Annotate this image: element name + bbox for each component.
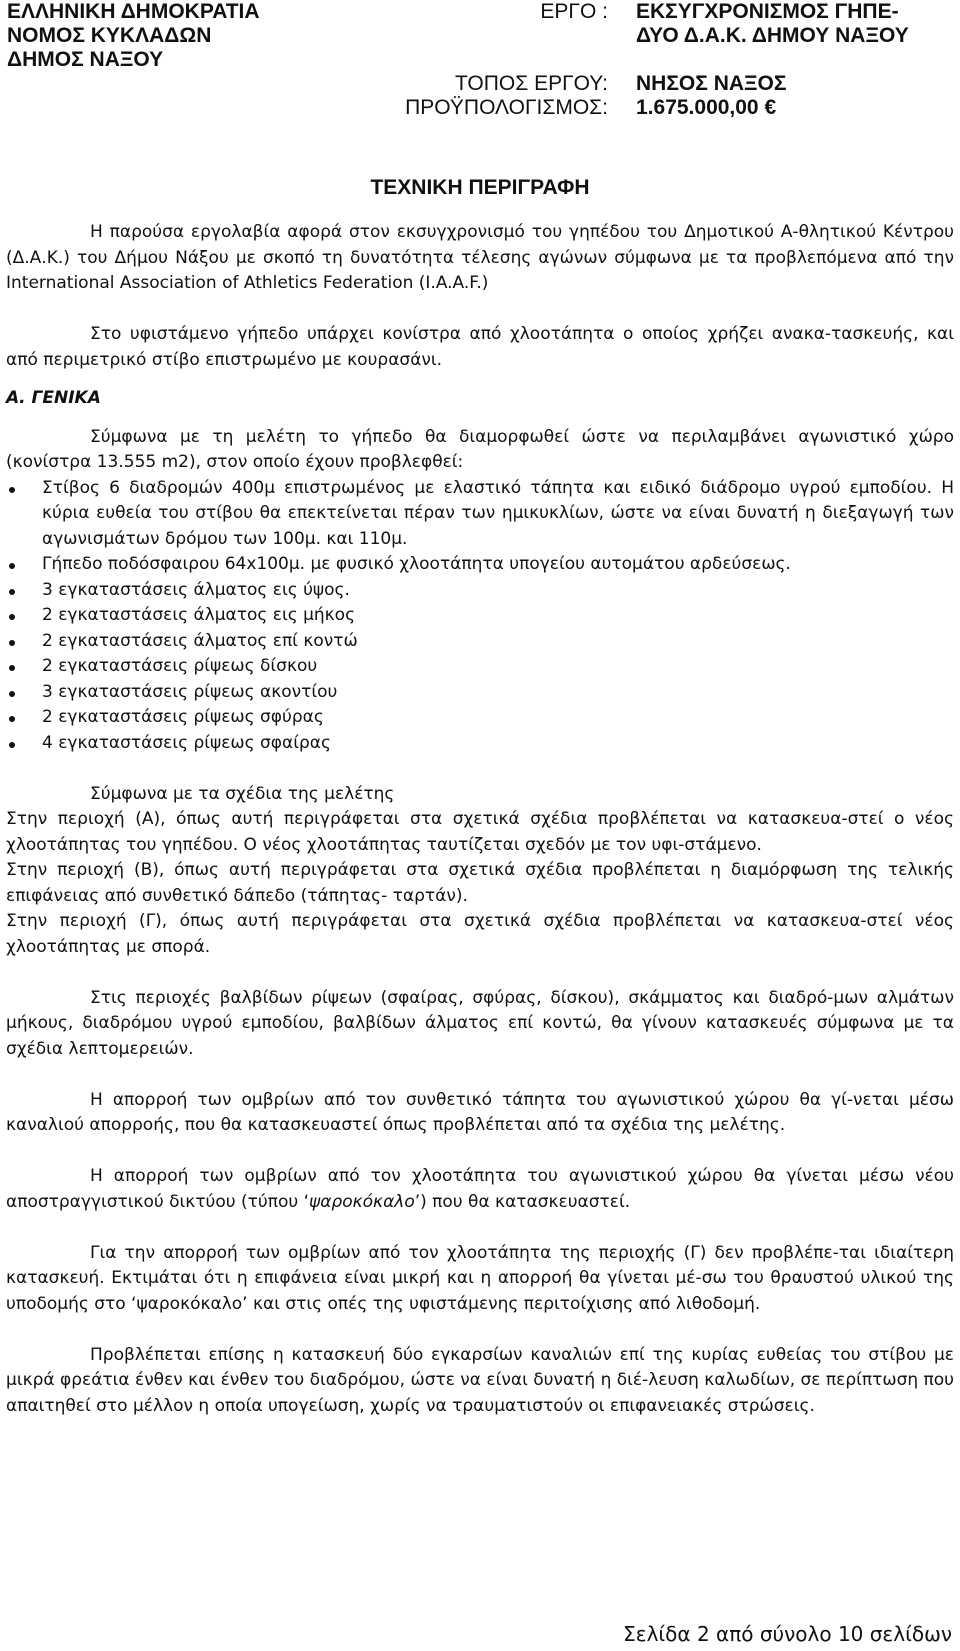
facilities-list <box>6 476 954 757</box>
page-number-footer: Σελίδα 2 από σύνολο 10 σελίδων <box>623 1622 952 1646</box>
list-item: 2 εγκαταστάσεις άλματος επί κοντώ <box>6 629 954 655</box>
bullet-icon <box>9 614 15 620</box>
bullet-icon <box>9 640 15 646</box>
drainage-grass-paragraph: Η απορροή των ομβρίων από τον χλοοτάπητα του αγωνιστικού χώρου θα γίνεται μέσω νέου αποστραγγιστικού δικτύου (τύπου ‘ψαροκόκαλο’) που θα κατασκευαστεί. <box>6 1166 954 1212</box>
intro-paragraph: Η παρούσα εργολαβία αφορά στον εκσυγχρονισμό του γηπέδου του Δημοτικού Α-θλητικού Κέντρου (Δ.Α.Κ.) του Δήμου Νάξου με σκοπό τη δυνατότητα τέλεσης αγώνων σύμφωνα με τα προβλεπόμενα από την International Association of Athletics Federation (I.A.A.F.) <box>6 222 954 293</box>
list-item: 2 εγκαταστάσεις ρίψεως δίσκου <box>6 654 954 680</box>
issuer-line-country: ΕΛΛΗΝΙΚΗ ΔΗΜΟΚΡΑΤΙΑ <box>7 0 260 23</box>
drainage-area-c-paragraph: Για την απορροή των ομβρίων από τον χλοοτάπητα της περιοχής (Γ) δεν προβλέπε-ται ιδιαίτερη κατασκευή. Εκτιμάται ότι η επιφάνεια είναι μικρή και η απορροή θα γίνεται μέ-σω του θραυστού υλικού της υποδομής στο ‘ψαροκόκαλο’ και στις οπές της υφιστάμενης περιτοίχισης από λιθοδομή. <box>6 1242 954 1314</box>
list-item: Γήπεδο ποδόσφαιρου 64x100μ. με φυσικό χλοοτάπητα υπογείου αυτομάτου αρδεύσεως. <box>6 552 954 578</box>
location-label: ΤΟΠΟΣ ΕΡΓΟΥ: <box>454 72 608 95</box>
list-item: 2 εγκαταστάσεις άλματος εις μήκος <box>6 603 954 629</box>
list-item: 2 εγκαταστάσεις ρίψεως σφύρας <box>6 705 954 731</box>
document-body <box>6 220 954 1419</box>
budget-value: 1.675.000,00 € <box>636 96 777 119</box>
bullet-icon <box>9 487 15 493</box>
bullet-icon <box>9 742 15 748</box>
herringbone-term: ψαροκόκαλο <box>309 1191 415 1212</box>
bullet-icon <box>9 589 15 595</box>
list-item: 3 εγκαταστάσεις ρίψεως ακοντίου <box>6 680 954 706</box>
bullet-icon <box>9 665 15 671</box>
throw-pits-paragraph: Στις περιοχές βαλβίδων ρίψεων (σφαίρας, σφύρας, δίσκου), σκάμματος και διαδρό-μων αλμάτων μήκους, διαδρόμου υγρού εμποδίου, βαλβίδων άλματος επί κοντώ, θα γίνουν κατασκευές σύμφωνα με τα σχέδια λεπτομερειών. <box>6 987 954 1059</box>
page-title: ΤΕΧΝΙΚΗ ΠΕΡΙΓΡΑΦΗ <box>370 176 590 199</box>
area-b-paragraph: Στην περιοχή (Β), όπως αυτή περιγράφεται στα σχετικά σχέδια προβλέπεται η διαμόρφωση της τελικής επιφάνειας από συνθετικό δάπεδο (τάπητας- ταρτάν). <box>6 860 954 906</box>
budget-label: ΠΡΟΫΠΟΛΟΓΙΣΜΟΣ: <box>405 96 608 119</box>
issuer-block <box>7 0 260 72</box>
issuer-line-municipality: ΔΗΜΟΣ ΝΑΞΟΥ <box>7 48 164 71</box>
list-item: 4 εγκαταστάσεις ρίψεως σφαίρας <box>6 731 954 757</box>
area-c-paragraph: Στην περιοχή (Γ), όπως αυτή περιγράφεται στα σχετικά σχέδια προβλέπεται να κατασκευα-στεί νέος χλοοτάπητας με σπορά. <box>6 911 954 957</box>
project-value-line-2: ΔΥΟ Δ.Α.Κ. ΔΗΜΟΥ ΝΑΞΟΥ <box>636 24 909 47</box>
bullet-icon <box>9 716 15 722</box>
bullet-icon <box>9 563 15 569</box>
project-values <box>636 0 909 120</box>
list-item: 3 εγκαταστάσεις άλματος εις ύψος. <box>6 578 954 604</box>
cross-channels-paragraph: Προβλέπεται επίσης η κατασκευή δύο εγκαρσίων καναλιών επί της κυρίας ευθείας του στίβου με μικρά φρεάτια ένθεν και ένθεν του διαδρόμου, ώστε να είναι δυνατή η διέ-λευση καλωδίων, σε περίπτωση που απαιτηθεί στο μέλλον η οποία υπογείωση, χωρίς να τραυματιστούν οι επιφανειακές στρώσεις. <box>6 1344 954 1416</box>
project-label: ΕΡΓΟ : <box>540 0 608 23</box>
location-value: ΝΗΣΟΣ ΝΑΞΟΣ <box>636 72 787 95</box>
existing-state-paragraph: Στο υφιστάμενο γήπεδο υπάρχει κονίστρα από χλοοτάπητα ο οποίος χρήζει ανακα-τασκευής, και από περιμετρικό στίβο επιστρωμένο με κουρασάνι. <box>6 324 954 370</box>
bullet-icon <box>9 691 15 697</box>
plans-heading: Σύμφωνα με τα σχέδια της μελέτης <box>90 783 395 804</box>
area-a-paragraph: Στην περιοχή (Α), όπως αυτή περιγράφεται στα σχετικά σχέδια προβλέπεται να κατασκευα-στεί ο νέος χλοοτάπητας του γηπέδου. Ο νέος χλοοτάπητας ταυτίζεται σχεδόν με τον υφι-στάμενο. <box>6 809 954 855</box>
issuer-line-prefecture: ΝΟΜΟΣ ΚΥΚΛΑΔΩΝ <box>7 24 212 47</box>
list-item: Στίβος 6 διαδρομών 400μ επιστρωμένος με ελαστικό τάπητα και ειδικό διάδρομο υγρού εμποδίου. Η κύρια ευθεία του στίβου θα επεκτείνεται πέραν των ημικυκλίων, ώστε να είναι δυνατή η διεξαγωγή των αγωνισμάτων δρόμου των 100μ. και 110μ. <box>6 476 954 553</box>
section-a-heading: Α. ΓΕΝΙΚΑ <box>6 388 101 408</box>
project-labels <box>380 0 608 120</box>
section-a-intro: Σύμφωνα με τη μελέτη το γήπεδο θα διαμορφωθεί ώστε να περιλαμβάνει αγωνιστικό χώρο (κονίστρα 13.555 m2), στον οποίο έχουν προβλεφθεί: <box>6 426 954 472</box>
project-value-line-1: ΕΚΣΥΓΧΡΟΝΙΣΜΟΣ ΓΗΠΕ- <box>636 0 899 23</box>
drainage-synthetic-paragraph: Η απορροή των ομβρίων από τον συνθετικό τάπητα του αγωνιστικού χώρου θα γί-νεται μέσω καναλιού απορροής, που θα κατασκευαστεί όπως προβλέπεται από τα σχέδια της μελέτης. <box>6 1089 954 1135</box>
